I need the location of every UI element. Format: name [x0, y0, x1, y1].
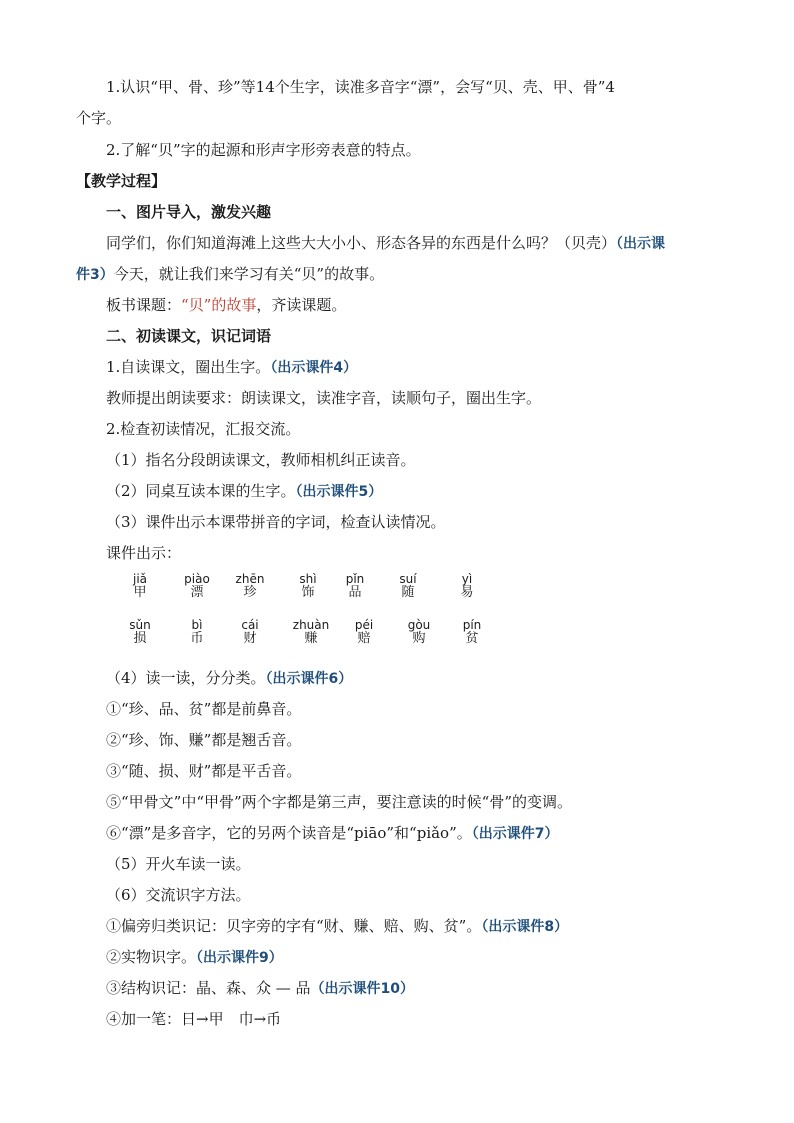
- teacher-requirement: 教师提出朗读要求：朗读课文，读准字音，读顺句子，圈出生字。: [106, 389, 542, 407]
- pinyin-cell: [281, 619, 341, 646]
- item-5: （5）开火车读一读。: [106, 855, 251, 873]
- item-2-text: （2）同桌互读本课的生字。: [106, 482, 296, 500]
- pinyin: zhēn: [235, 572, 265, 586]
- section-1-heading: 一、图片导入，激发兴趣: [106, 203, 272, 221]
- pinyin-cell: [378, 573, 438, 600]
- hanzi: 品: [348, 585, 362, 600]
- method-3-text: ③结构识记：晶、森、众 — 品: [106, 979, 311, 997]
- step-1-text: 1.自读课文，圈出生字。: [106, 358, 271, 376]
- pinyin-cell: [334, 619, 394, 646]
- category-6: [106, 823, 559, 844]
- category-1: ①“珍、品、贫”都是前鼻音。: [106, 700, 302, 718]
- pinyin: pín: [462, 618, 482, 632]
- pinyin: cái: [241, 618, 259, 632]
- hanzi: 赚: [304, 631, 318, 646]
- pinyin-cell: [325, 573, 385, 600]
- goal-2: 2.了解“贝”字的起源和形声字形旁表意的特点。: [106, 141, 421, 159]
- method-2: [106, 947, 283, 968]
- hanzi: 随: [401, 585, 415, 600]
- slide-callout-3a: （出示课: [616, 236, 666, 252]
- pinyin: sǔn: [129, 618, 151, 632]
- hanzi: 损: [133, 631, 147, 646]
- section-1-text-2: 今天，就让我们来学习有关“贝”的故事。: [113, 265, 385, 283]
- item-3: （3）课件出示本课带拼音的字词，检查认读情况。: [106, 513, 446, 531]
- slide-callout-9: （出示课件9）: [196, 950, 283, 966]
- section-1-text: 同学们，你们知道海滩上这些大大小小、形态各异的东西是什么吗？（贝壳）: [106, 234, 617, 252]
- method-3: [106, 978, 414, 999]
- method-4: ④加一笔：日→甲 巾→币: [106, 1010, 282, 1028]
- pinyin-cell: [437, 573, 497, 600]
- pinyin: jiǎ: [132, 572, 148, 586]
- hanzi: 易: [460, 585, 474, 600]
- slide-callout-5: （出示课件5）: [295, 484, 383, 500]
- pinyin: péi: [354, 618, 374, 632]
- pinyin: zhuàn: [292, 618, 330, 632]
- board-title-line: [106, 295, 346, 315]
- section-2-heading: 二、初读课文，识记词语: [106, 327, 272, 345]
- category-2: ②“珍、饰、赚”都是翘舌音。: [106, 731, 302, 749]
- method-1: [106, 916, 568, 937]
- goal-1-line-2: 个字。: [76, 109, 122, 127]
- pinyin-cell: [389, 619, 449, 646]
- pinyin-cell: [442, 619, 502, 646]
- pinyin: shì: [299, 572, 317, 586]
- hanzi: 漂: [190, 585, 204, 600]
- item-4: [106, 668, 352, 689]
- board-title: “贝”的故事: [181, 296, 257, 314]
- hanzi: 饰: [301, 585, 315, 600]
- section-1-paragraph-line-1: [106, 233, 665, 254]
- hanzi: 财: [243, 631, 257, 646]
- pinyin: pǐn: [345, 572, 365, 586]
- pinyin-cell: [110, 573, 170, 600]
- category-6-text: ⑥“漂”是多音字，它的另两个读音是“piāo”和“piǎo”。: [106, 824, 472, 842]
- pinyin-cell: [167, 573, 227, 600]
- slide-callout-3b: 件3）: [76, 267, 114, 283]
- category-3: ③“随、损、财”都是平舌音。: [106, 762, 302, 780]
- section-1-paragraph-line-2: [76, 264, 384, 285]
- hanzi: 购: [412, 631, 426, 646]
- pinyin: suí: [399, 572, 417, 586]
- pinyin-row-2: [0, 619, 794, 649]
- teaching-process-heading: 【教学过程】: [76, 172, 167, 190]
- pinyin: bì: [191, 618, 203, 632]
- step-1: [106, 357, 357, 378]
- hanzi: 珍: [243, 585, 257, 600]
- method-1-text: ①偏旁归类识记：贝字旁的字有“财、赚、赔、购、贫”。: [106, 917, 482, 935]
- hanzi: 贫: [465, 631, 479, 646]
- pinyin: piào: [184, 572, 210, 586]
- step-2: 2.检查初读情况，汇报交流。: [106, 420, 301, 438]
- slide-callout-7: （出示课件7）: [471, 826, 559, 842]
- item-6: （6）交流识字方法。: [106, 886, 251, 904]
- board-label: 板书课题：: [106, 296, 182, 314]
- item-1: （1）指名分段朗读课文，教师相机纠正读音。: [106, 451, 416, 469]
- pinyin-row-1: [0, 573, 794, 603]
- slide-callout-6: （出示课件6）: [265, 671, 353, 687]
- item-2: [106, 481, 382, 502]
- item-4-text: （4）读一读，分分类。: [106, 669, 266, 687]
- pinyin-cell: [110, 619, 170, 646]
- pinyin-cell: [220, 573, 280, 600]
- hanzi: 甲: [133, 585, 147, 600]
- pinyin-cell: [220, 619, 280, 646]
- pinyin-cell: [167, 619, 227, 646]
- method-2-text: ②实物识字。: [106, 948, 197, 966]
- goal-1-line-1: 1.认识“甲、骨、珍”等14个生字，读准多音字“漂”，会写“贝、壳、甲、骨”4: [106, 78, 615, 96]
- slide-show-label: 课件出示：: [106, 544, 182, 562]
- board-rest: ，齐读课题。: [256, 296, 347, 314]
- slide-callout-8: （出示课件8）: [481, 919, 569, 935]
- slide-callout-4: （出示课件4）: [270, 360, 358, 376]
- category-5: ⑤“甲骨文”中“甲骨”两个字都是第三声，要注意读的时候“骨”的变调。: [106, 793, 573, 811]
- hanzi: 币: [190, 631, 204, 646]
- pinyin: gòu: [407, 618, 431, 632]
- pinyin: yì: [461, 572, 473, 586]
- slide-callout-10: （出示课件10）: [310, 981, 415, 997]
- hanzi: 赔: [357, 631, 371, 646]
